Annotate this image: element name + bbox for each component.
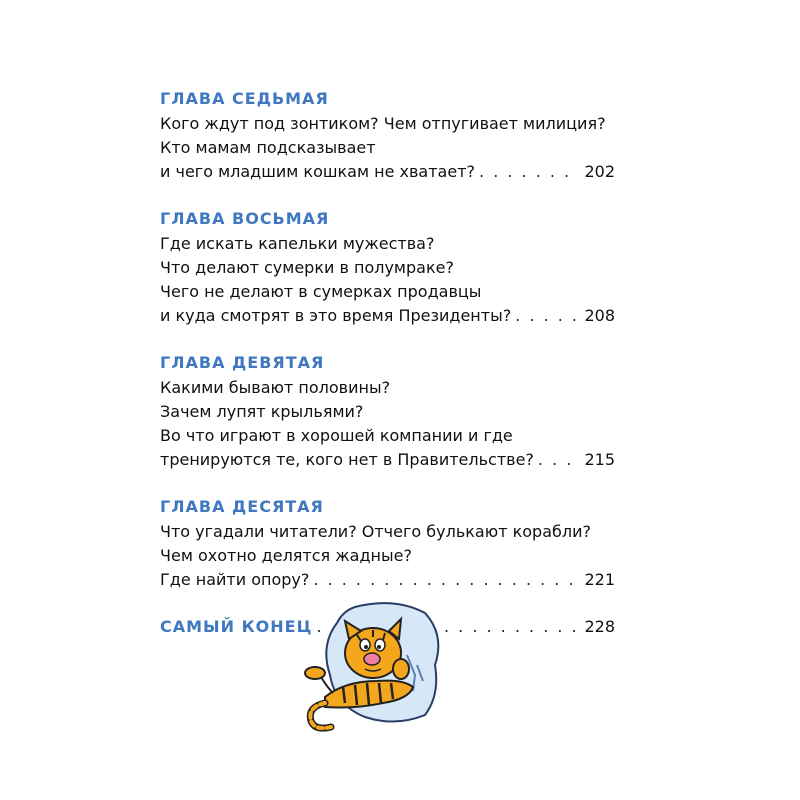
toc-entry[interactable] <box>160 448 615 472</box>
chapter-line: Где найти опору? <box>160 570 310 589</box>
chapter-line: Что угадали читатели? Отчего булькают корабли? <box>160 522 591 541</box>
chapter-line: Чем охотно делятся жадные? <box>160 546 412 565</box>
page-number: 215 <box>584 450 615 469</box>
table-of-contents <box>160 86 615 640</box>
chapter-line: и куда смотрят в это время Президенты? <box>160 306 512 325</box>
chapter-line: Кого ждут под зонтиком? Чем отпугивает милиция? <box>160 114 606 133</box>
chapter-title: ГЛАВА ВОСЬМАЯ <box>160 209 330 228</box>
chapter-8 <box>160 206 615 328</box>
page-number: 228 <box>584 617 615 636</box>
chapter-title: ГЛАВА ДЕСЯТАЯ <box>160 497 324 516</box>
toc-entry[interactable] <box>160 568 615 592</box>
chapter-7 <box>160 86 615 184</box>
chapter-line: тренируются те, кого нет в Правительстве? <box>160 450 534 469</box>
chapter-line: Чего не делают в сумерках продавцы <box>160 282 482 301</box>
chapter-10 <box>160 494 615 592</box>
toc-entry[interactable] <box>160 160 615 184</box>
page-number: 202 <box>584 162 615 181</box>
page-number: 208 <box>584 306 615 325</box>
chapter-9 <box>160 350 615 472</box>
dot-leader <box>313 568 580 592</box>
chapter-line: Что делают сумерки в полумраке? <box>160 258 454 277</box>
chapter-line: Во что играют в хорошей компании и где <box>160 426 513 445</box>
dot-leader <box>538 448 581 472</box>
chapter-title: ГЛАВА ДЕВЯТАЯ <box>160 353 325 372</box>
chapter-line: Какими бывают половины? <box>160 378 391 397</box>
chapter-line: и чего младшим кошкам не хватает? <box>160 162 476 181</box>
dot-leader <box>479 160 580 184</box>
cat-nose <box>364 653 380 665</box>
cat-on-pillow-illustration <box>285 595 465 735</box>
dot-leader <box>515 304 580 328</box>
chapter-line: Зачем лупят крыльями? <box>160 402 364 421</box>
chapter-line: Где искать капельки мужества? <box>160 234 435 253</box>
toc-entry[interactable] <box>160 304 615 328</box>
chapter-title: ГЛАВА СЕДЬМАЯ <box>160 89 329 108</box>
final-title: САМЫЙ КОНЕЦ <box>160 617 313 636</box>
page-number: 221 <box>584 570 615 589</box>
chapter-line: Кто мамам подсказывает <box>160 138 376 157</box>
